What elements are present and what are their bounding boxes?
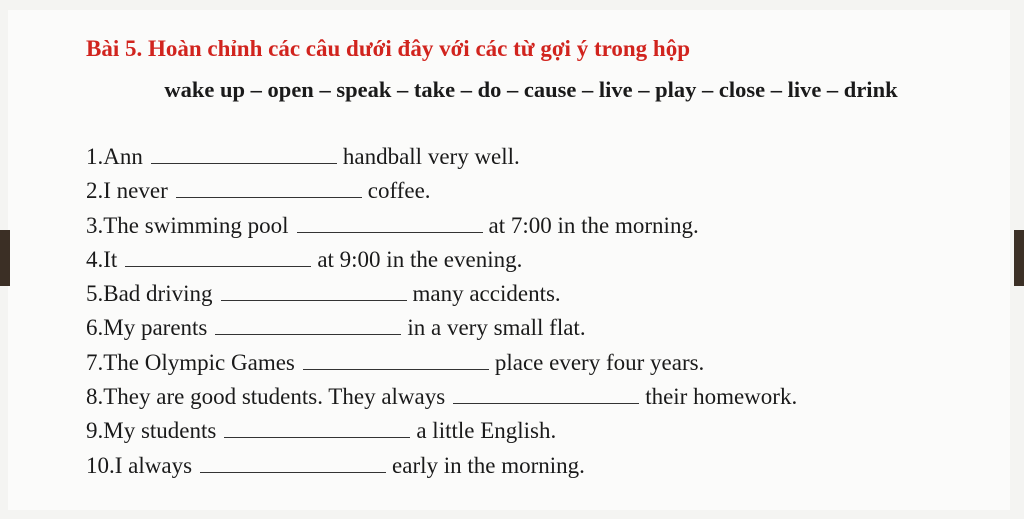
item-text-before: 1.Ann [86, 144, 143, 169]
item-text-before: 9.My students [86, 418, 217, 444]
exercise-item-7 [86, 346, 986, 380]
exercise-items [86, 140, 986, 483]
item-text-after: place every four years. [494, 349, 705, 375]
exercise-item-6 [86, 311, 986, 345]
answer-blank-9[interactable] [224, 419, 410, 438]
item-text-after: handball very well. [342, 144, 520, 169]
item-text-before: 8.They are good students. They always [86, 384, 446, 410]
item-text-before: 10.I always [86, 452, 193, 478]
item-text-after: at 9:00 in the evening. [317, 246, 523, 272]
exercise-item-8 [86, 380, 986, 414]
exercise-item-5 [86, 277, 986, 311]
item-text-after: their homework. [645, 384, 798, 410]
answer-blank-5[interactable] [221, 282, 407, 301]
right-edge-marker [1014, 230, 1024, 286]
exercise-item-3 [86, 209, 986, 243]
answer-blank-8[interactable] [453, 385, 639, 404]
item-text-before: 3.The swimming pool [86, 212, 289, 238]
word-box: wake up – open – speak – take – do – cause – live – play – close – live – drink [164, 77, 898, 102]
exercise-title: Bài 5. Hoàn chỉnh các câu dưới đây với các từ gợi ý trong hộp [86, 36, 691, 61]
item-text-before: 4.It [86, 246, 118, 272]
exercise-item-1 [86, 140, 986, 174]
item-text-after: early in the morning. [392, 452, 585, 478]
item-text-after: many accidents. [412, 281, 561, 307]
item-text-before: 6.My parents [86, 315, 208, 341]
answer-blank-3[interactable] [297, 214, 483, 233]
item-text-after: at 7:00 in the morning. [488, 212, 699, 238]
item-text-after: in a very small flat. [407, 315, 586, 341]
answer-blank-1[interactable] [151, 145, 337, 164]
answer-blank-4[interactable] [125, 248, 311, 267]
item-text-before: 7.The Olympic Games [86, 349, 295, 375]
exercise-item-4 [86, 243, 986, 277]
answer-blank-2[interactable] [176, 179, 362, 198]
left-edge-marker [0, 230, 10, 286]
exercise-item-9 [86, 414, 986, 448]
exercise-item-2 [86, 174, 986, 208]
item-text-after: a little English. [416, 418, 557, 444]
answer-blank-7[interactable] [303, 351, 489, 370]
item-text-after: coffee. [367, 178, 431, 204]
answer-blank-6[interactable] [215, 316, 401, 335]
item-text-before: 5.Bad driving [86, 281, 213, 307]
answer-blank-10[interactable] [200, 454, 386, 473]
exercise-item-10 [86, 449, 986, 483]
item-text-before: 2.I never [86, 178, 168, 204]
